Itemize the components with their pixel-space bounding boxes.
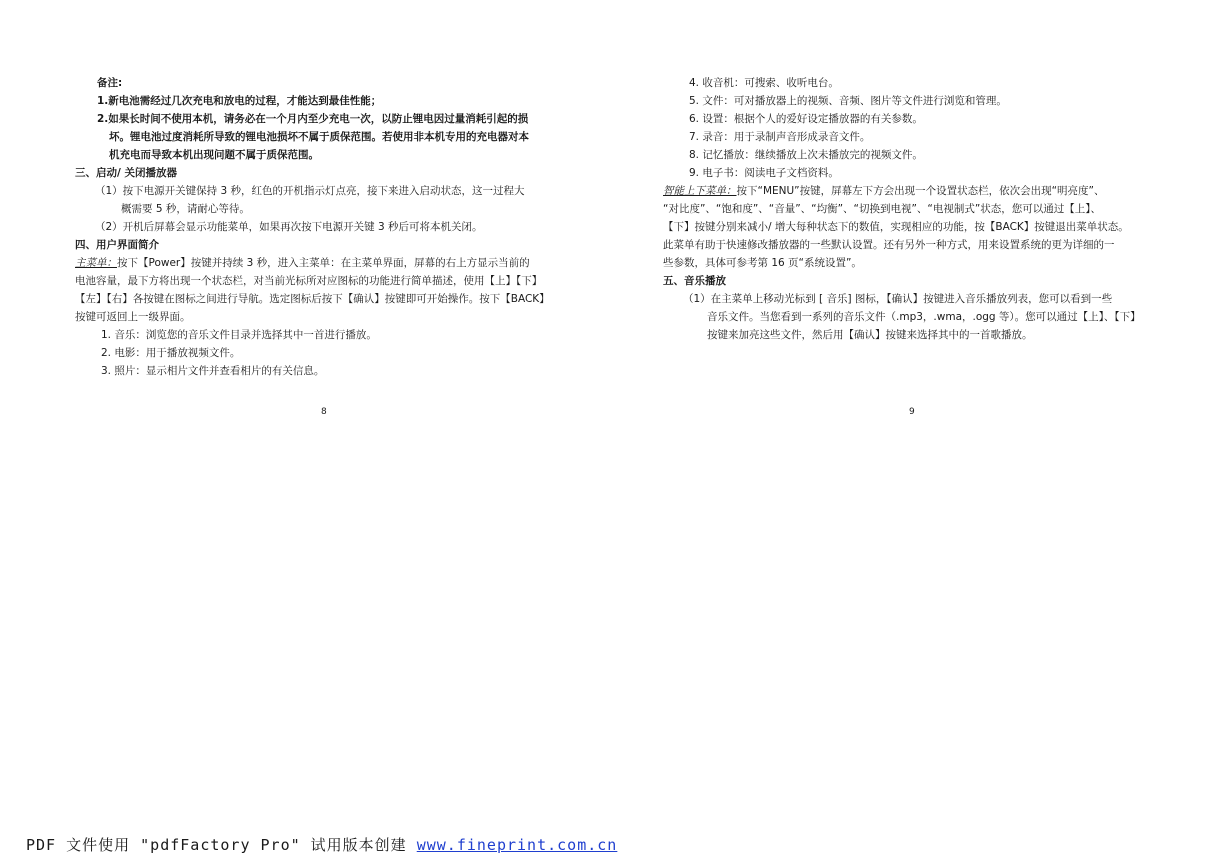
page-number-left: 8 [321, 407, 327, 417]
list-item-6: 6. 设置：根据个人的爱好设定播放器的有关参数。 [689, 113, 923, 125]
list-item-8: 8. 记忆播放：继续播放上次未播放完的视频文件。 [689, 149, 923, 161]
footer-text: PDF 文件使用 "pdfFactory Pro" 试用版本创建 [26, 836, 417, 854]
smart-menu-paragraph-line-2: “对比度”、“饱和度”、“音量”、“均衡”、“切换到电视”、“电视制式”状态，您可以通过【上】、 [663, 203, 1102, 215]
smart-menu-text-1: 按下“MENU”按键，屏幕左下方会出现一个设置状态栏，依次会出现“明亮度”、 [736, 185, 1105, 197]
section-5-para-1-line-3: 按键来加亮这些文件，然后用【确认】按键来选择其中的一首歌播放。 [707, 329, 1033, 341]
pdf-watermark-footer [26, 836, 617, 854]
main-menu-paragraph-line-2: 电池容量，最下方将出现一个状态栏，对当前光标所对应图标的功能进行简单描述，使用【上】【下】 [75, 275, 543, 287]
smart-menu-paragraph-line-3: 【下】按键分别来减小/ 增大每种状态下的数值，实现相应的功能，按【BACK】按键退出菜单状态。 [663, 221, 1129, 233]
left-page [75, 74, 580, 380]
section-5-para-1-line-2: 音乐文件。当您看到一系列的音乐文件（.mp3，.wma，.ogg 等）。您可以通过【上】、【下】 [707, 311, 1141, 323]
right-page [663, 74, 1168, 344]
section-5-heading: 五、音乐播放 [663, 275, 726, 287]
list-item-5: 5. 文件：可对播放器上的视频、音频、图片等文件进行浏览和管理。 [689, 95, 1007, 107]
section-5-para-1-line-1: （1）在主菜单上移动光标到 [ 音乐] 图标，【确认】按键进入音乐播放列表，您可以看到一些 [683, 293, 1113, 305]
main-menu-lead: 主菜单： [75, 257, 117, 269]
note-item-2-line-3: 机充电而导致本机出现问题不属于质保范围。 [109, 149, 319, 161]
main-menu-paragraph-line-3: 【左】【右】各按键在图标之间进行导航。选定图标后按下【确认】按键即可开始操作。按下【BACK】 [75, 293, 550, 305]
smart-menu-paragraph-line-1 [663, 182, 1168, 200]
main-menu-paragraph-line-4: 按键可返回上一级界面。 [75, 311, 191, 323]
fineprint-link[interactable]: www.fineprint.com.cn [416, 836, 618, 854]
note-title: 备注: [97, 77, 123, 89]
list-item-7: 7. 录音：用于录制声音形成录音文件。 [689, 131, 871, 143]
note-item-2-line-2: 坏。锂电池过度消耗所导致的锂电池损坏不属于质保范围。若使用非本机专用的充电器对本 [109, 131, 529, 143]
main-menu-text-1: 按下【Power】按键并持续 3 秒，进入主菜单：在主菜单界面，屏幕的右上方显示当前的 [117, 257, 530, 269]
note-item-1: 1.新电池需经过几次充电和放电的过程，才能达到最佳性能； [97, 95, 382, 107]
section-4-heading: 四、用户界面简介 [75, 239, 159, 251]
list-item-3: 3. 照片：显示相片文件并查看相片的有关信息。 [101, 365, 325, 377]
list-item-1: 1. 音乐：浏览您的音乐文件目录并选择其中一首进行播放。 [101, 329, 377, 341]
page-number-right: 9 [909, 407, 915, 417]
list-item-9: 9. 电子书：阅读电子文档资料。 [689, 167, 839, 179]
list-item-4: 4. 收音机：可搜索、收听电台。 [689, 77, 839, 89]
smart-menu-paragraph-line-5: 些参数，具体可参考第 16 页“系统设置”。 [663, 257, 862, 269]
main-menu-paragraph-line-1 [75, 254, 580, 272]
section-3-para-1-line-1: （1）按下电源开关键保持 3 秒，红色的开机指示灯点亮，接下来进入启动状态，这一过程大 [95, 185, 525, 197]
section-3-para-1-line-2: 概需要 5 秒，请耐心等待。 [121, 203, 250, 215]
section-3-para-2: （2）开机后屏幕会显示功能菜单，如果再次按下电源开关键 3 秒后可将本机关闭。 [95, 221, 483, 233]
list-item-2: 2. 电影：用于播放视频文件。 [101, 347, 241, 359]
section-3-heading: 三、启动/ 关闭播放器 [75, 167, 177, 179]
note-item-2-line-1: 2.如果长时间不使用本机，请务必在一个月内至少充电一次，以防止锂电因过量消耗引起的损 [97, 113, 529, 125]
smart-menu-paragraph-line-4: 此菜单有助于快速修改播放器的一些默认设置。还有另外一种方式，用来设置系统的更为详细的一 [663, 239, 1115, 251]
smart-menu-lead: 智能上下菜单： [663, 185, 737, 197]
